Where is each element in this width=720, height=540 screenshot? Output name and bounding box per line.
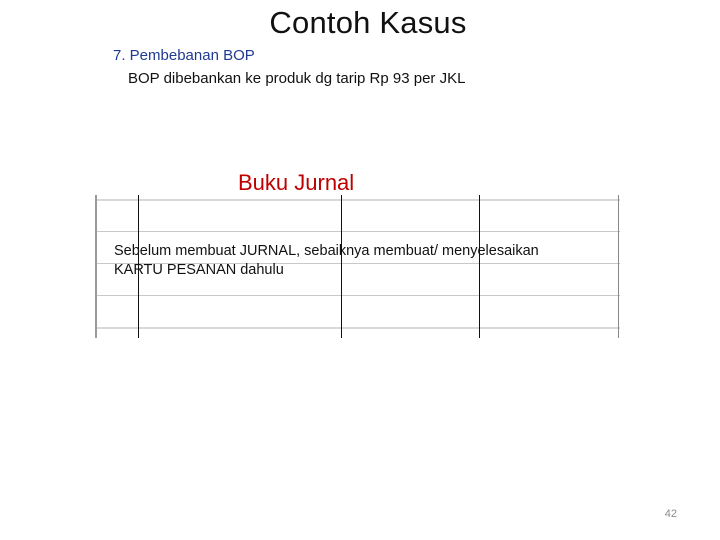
section-heading: 7. Pembebanan BOP [113, 47, 255, 64]
journal-title: Buku Jurnal [238, 170, 355, 195]
slide-title: Contoh Kasus [269, 5, 467, 40]
table-rule [95, 295, 620, 296]
table-column-divider [95, 195, 97, 338]
table-rule [95, 327, 620, 329]
table-column-divider [618, 195, 619, 338]
journal-note-line: KARTU PESANAN dahulu [114, 262, 284, 278]
table-rule [95, 199, 620, 201]
journal-note-line: Sebelum membuat JURNAL, sebaiknya membuat/ menyelesaikan [114, 243, 539, 259]
section-text: BOP dibebankan ke produk dg tarip Rp 93 per JKL [128, 70, 466, 87]
table-rule [95, 231, 620, 232]
journal-note [114, 242, 614, 280]
page-number: 42 [664, 508, 677, 520]
